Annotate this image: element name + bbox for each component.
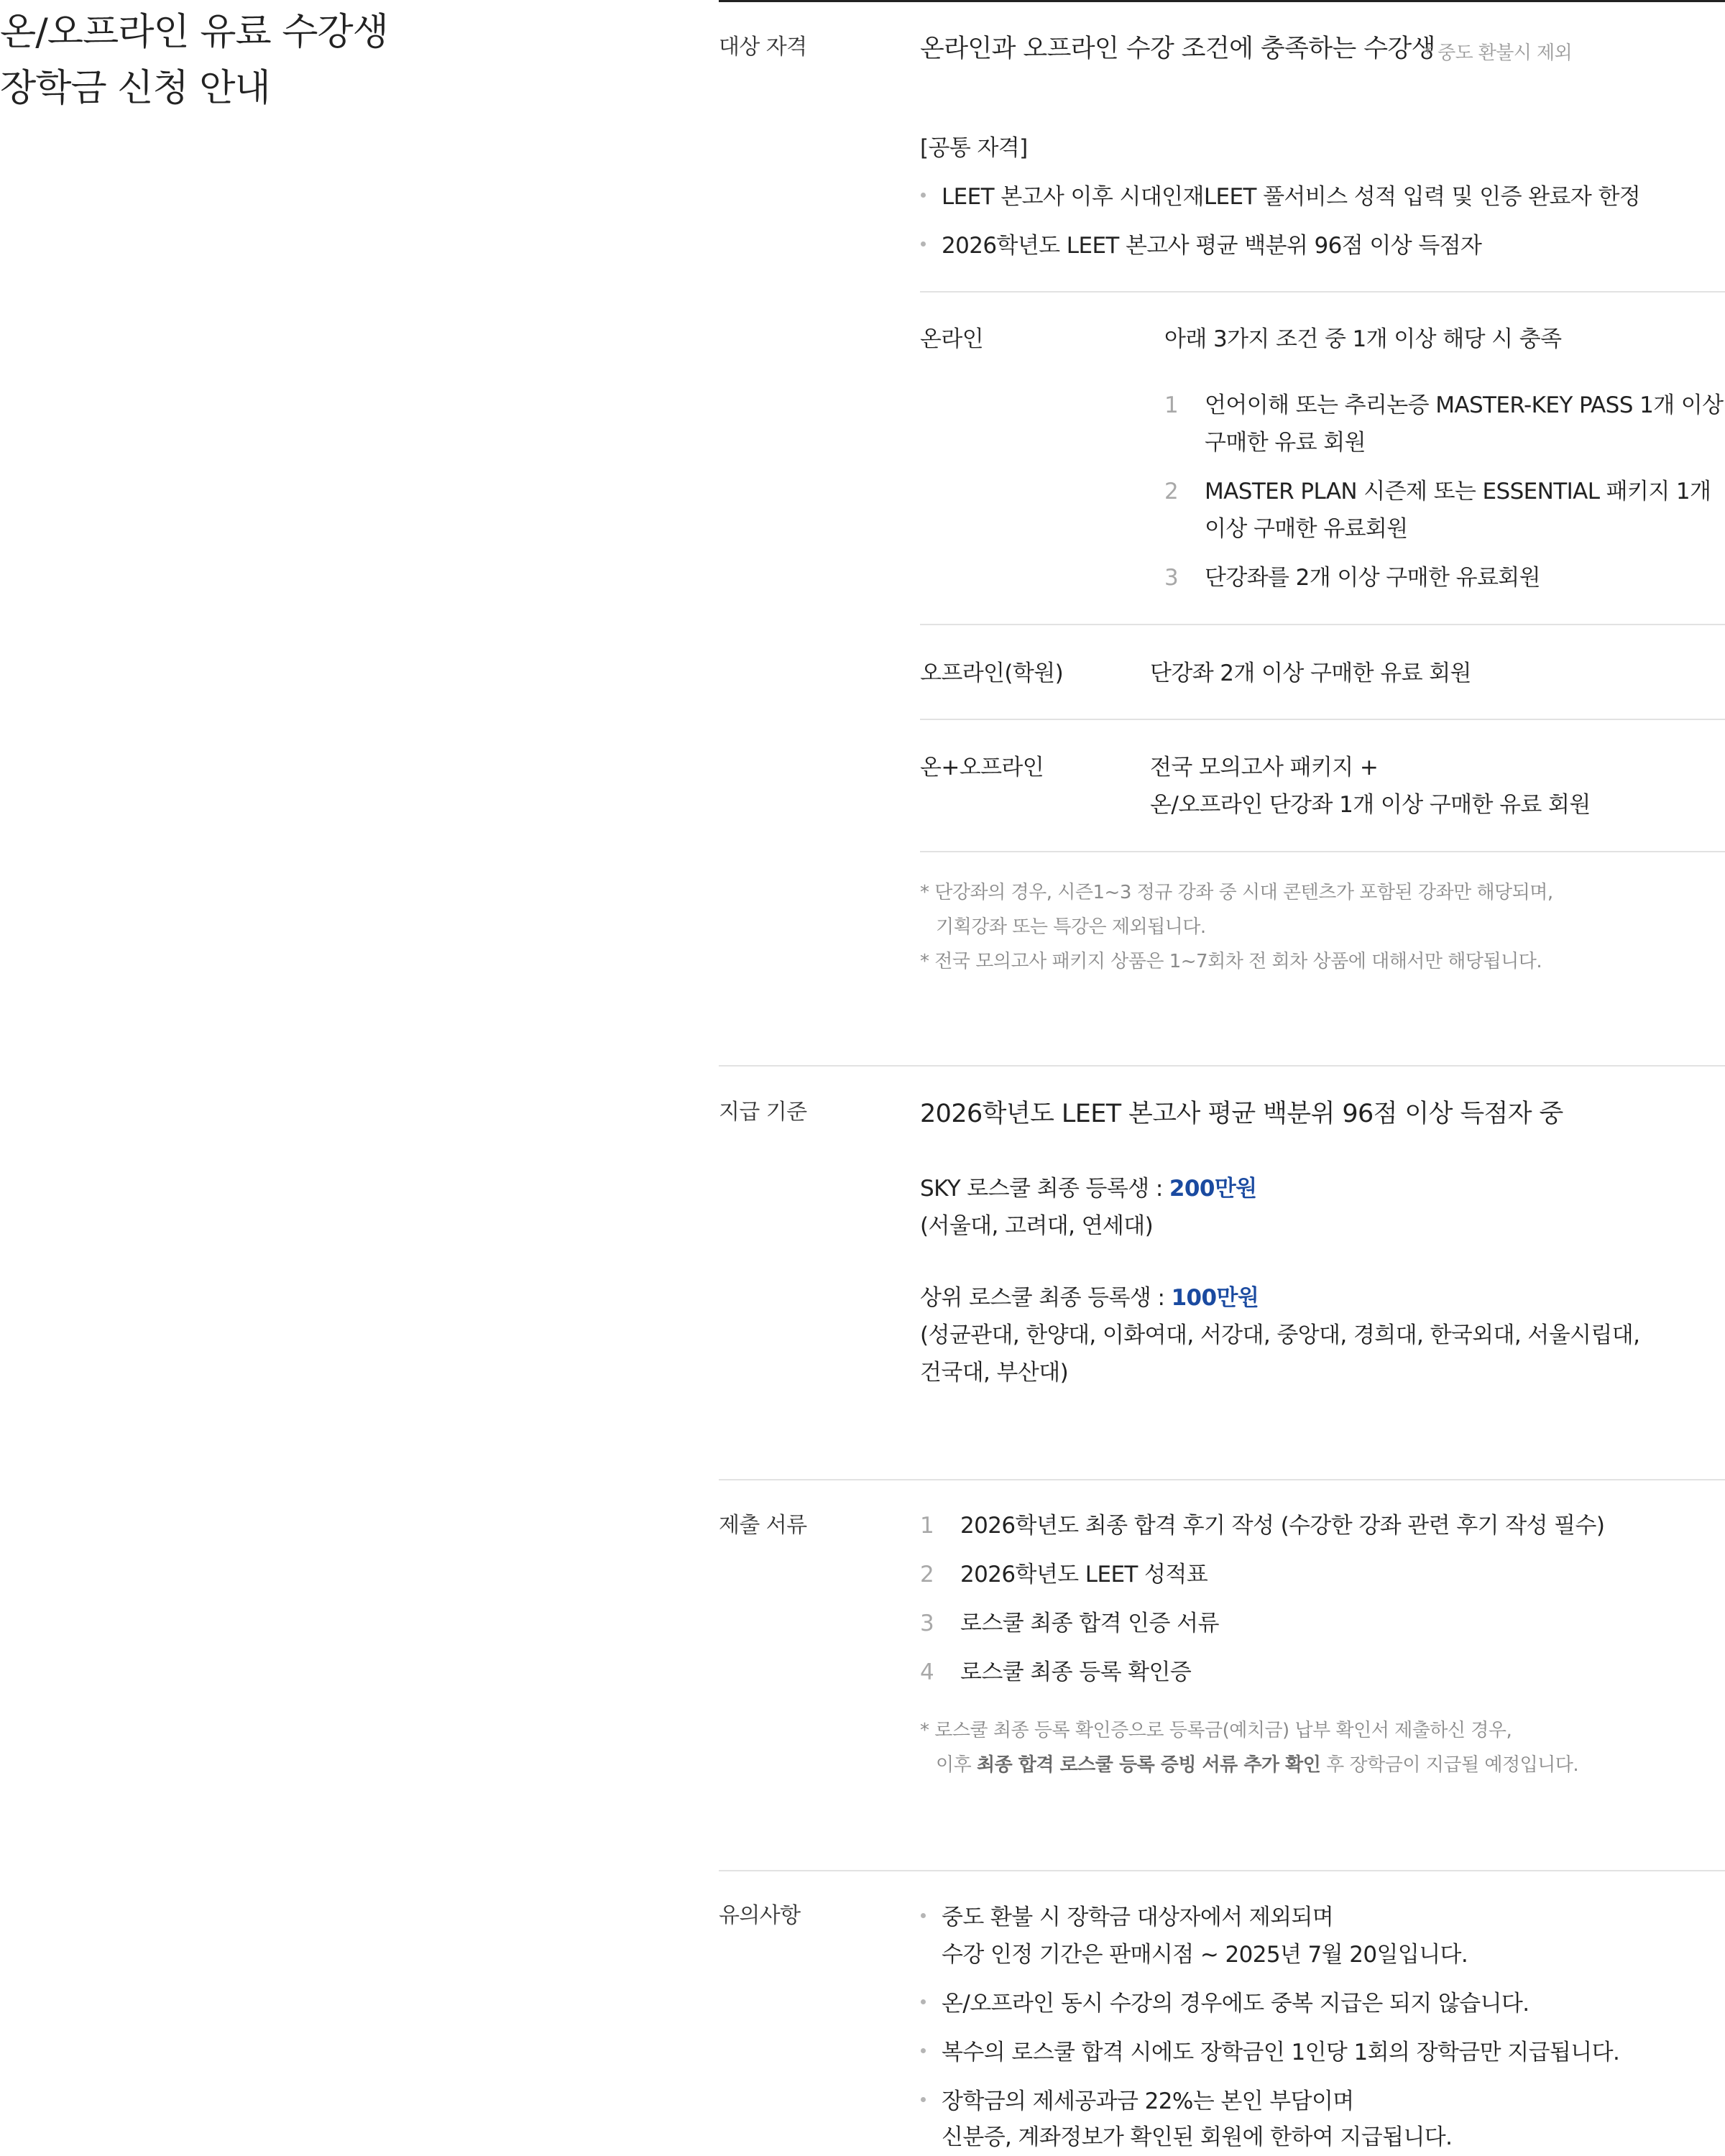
common-item: 2026학년도 LEET 본고사 평균 백분위 96점 이상 득점자	[942, 233, 1482, 259]
online-item-number: 2	[1164, 479, 1179, 505]
eligibility-note: * 단강좌의 경우, 시즌1~3 정규 강좌 중 시대 콘텐츠가 포함된 강좌만 해당되며,	[920, 882, 1553, 903]
criteria-label: 지급 기준	[719, 1100, 807, 1125]
common-item: LEET 본고사 이후 시대인재LEET 풀서비스 성적 입력 및 인증 완료자 한정	[942, 184, 1641, 210]
sky-prefix: SKY 로스쿨 최종 등록생 :	[920, 1176, 1169, 1202]
document-number: 3	[920, 1611, 934, 1636]
bullet-icon	[921, 193, 926, 198]
online-item-line: 언어이해 또는 추리논증 MASTER-KEY PASS 1개 이상	[1205, 392, 1724, 418]
documents-note: * 로스쿨 최종 등록 확인증으로 등록금(예치금) 납부 확인서 제출하신 경우,	[920, 1720, 1512, 1741]
document-item: 로스쿨 최종 합격 인증 서류	[960, 1611, 1219, 1636]
section-divider	[719, 1479, 1725, 1480]
caution-line: 복수의 로스쿨 합격 시에도 장학금인 1인당 1회의 장학금만 지급됩니다.	[942, 2040, 1620, 2065]
both-line: 온/오프라인 단강좌 1개 이상 구매한 유료 회원	[1150, 792, 1591, 818]
criteria-lead: 2026학년도 LEET 본고사 평균 백분위 96점 이상 득점자 중	[920, 1100, 1563, 1128]
both-line: 전국 모의고사 패키지 +	[1150, 755, 1379, 780]
cautions-label: 유의사항	[719, 1903, 801, 1928]
offline-divider	[920, 624, 1725, 625]
document-item: 2026학년도 LEET 성적표	[960, 1562, 1208, 1588]
both-divider	[920, 719, 1725, 720]
section-divider	[719, 1870, 1725, 1871]
bullet-icon	[921, 2048, 926, 2053]
sky-schools: (서울대, 고려대, 연세대)	[920, 1213, 1154, 1239]
eligibility-note: * 전국 모의고사 패키지 상품은 1~7회차 전 회차 상품에 대해서만 해당됩니다.	[920, 951, 1542, 972]
document-item: 2026학년도 최종 합격 후기 작성 (수강한 강좌 관련 후기 작성 필수)	[960, 1513, 1605, 1539]
online-intro: 아래 3가지 조건 중 1개 이상 해당 시 충족	[1164, 326, 1562, 352]
bullet-icon	[921, 1999, 926, 2004]
document-number: 4	[920, 1659, 934, 1685]
top-schools: (성균관대, 한양대, 이화여대, 서강대, 중앙대, 경희대, 한국외대, 서울시립대,	[920, 1322, 1640, 1348]
page-title-line-1: 온/오프라인 유료 수강생	[0, 11, 388, 54]
caution-line: 온/오프라인 동시 수강의 경우에도 중복 지급은 되지 않습니다.	[942, 1991, 1530, 2017]
caution-line: 중도 환불 시 장학금 대상자에서 제외되며	[942, 1904, 1334, 1930]
eligibility-lead-note: * 중도 환불시 제외	[1423, 42, 1573, 64]
online-item-line: 구매한 유료 회원	[1205, 430, 1366, 456]
both-label: 온+오프라인	[920, 755, 1044, 780]
online-item-line: 이상 구매한 유료회원	[1205, 516, 1408, 542]
documents-note-post: 후 장학금이 지급될 예정입니다.	[1320, 1754, 1579, 1776]
bullet-icon	[921, 1913, 926, 1918]
online-item-line: MASTER PLAN 시즌제 또는 ESSENTIAL 패키지 1개	[1205, 479, 1711, 505]
page-title-line-2: 장학금 신청 안내	[0, 67, 270, 110]
document-number: 2	[920, 1562, 934, 1588]
online-item-number: 1	[1164, 392, 1179, 418]
documents-note-bold: 최종 합격 로스쿨 등록 증빙 서류 추가 확인	[977, 1754, 1321, 1776]
online-label: 온라인	[920, 326, 984, 352]
offline-text: 단강좌 2개 이상 구매한 유료 회원	[1150, 660, 1471, 686]
top-amount: 100만원	[1171, 1285, 1259, 1311]
bullet-icon	[921, 241, 926, 247]
eligibility-label: 대상 자격	[719, 34, 807, 60]
page-title	[0, 4, 388, 116]
notes-divider	[920, 851, 1725, 852]
top-schools: 건국대, 부산대)	[920, 1360, 1069, 1386]
bullet-icon	[921, 2097, 926, 2102]
eligibility-lead: 온라인과 오프라인 수강 조건에 충족하는 수강생	[920, 34, 1435, 63]
caution-line: 수강 인정 기간은 판매시점 ~ 2025년 7월 20일입니다.	[942, 1942, 1468, 1968]
sky-amount: 200만원	[1169, 1176, 1257, 1202]
eligibility-note: 기획강좌 또는 특강은 제외됩니다.	[936, 916, 1206, 938]
caution-line: 장학금의 제세공과금 22%는 본인 부담이며	[942, 2088, 1354, 2114]
documents-note-line-2	[936, 1748, 1578, 1782]
section-divider	[719, 1065, 1725, 1067]
caution-line: 신분증, 계좌정보가 확인된 회원에 한하여 지급됩니다.	[942, 2124, 1453, 2150]
online-item-line: 단강좌를 2개 이상 구매한 유료회원	[1205, 565, 1540, 591]
top-line	[920, 1279, 1259, 1317]
offline-label: 오프라인(학원)	[920, 660, 1064, 686]
top-prefix: 상위 로스쿨 최종 등록생 :	[920, 1285, 1172, 1311]
top-divider	[719, 0, 1725, 2]
online-divider	[920, 291, 1725, 292]
online-item-number: 3	[1164, 565, 1179, 591]
document-number: 1	[920, 1513, 934, 1539]
document-item: 로스쿨 최종 등록 확인증	[960, 1659, 1192, 1685]
sky-line	[920, 1170, 1257, 1207]
documents-label: 제출 서류	[719, 1513, 807, 1538]
documents-note-pre: 이후	[936, 1754, 977, 1776]
common-heading: [공통 자격]	[920, 135, 1028, 161]
